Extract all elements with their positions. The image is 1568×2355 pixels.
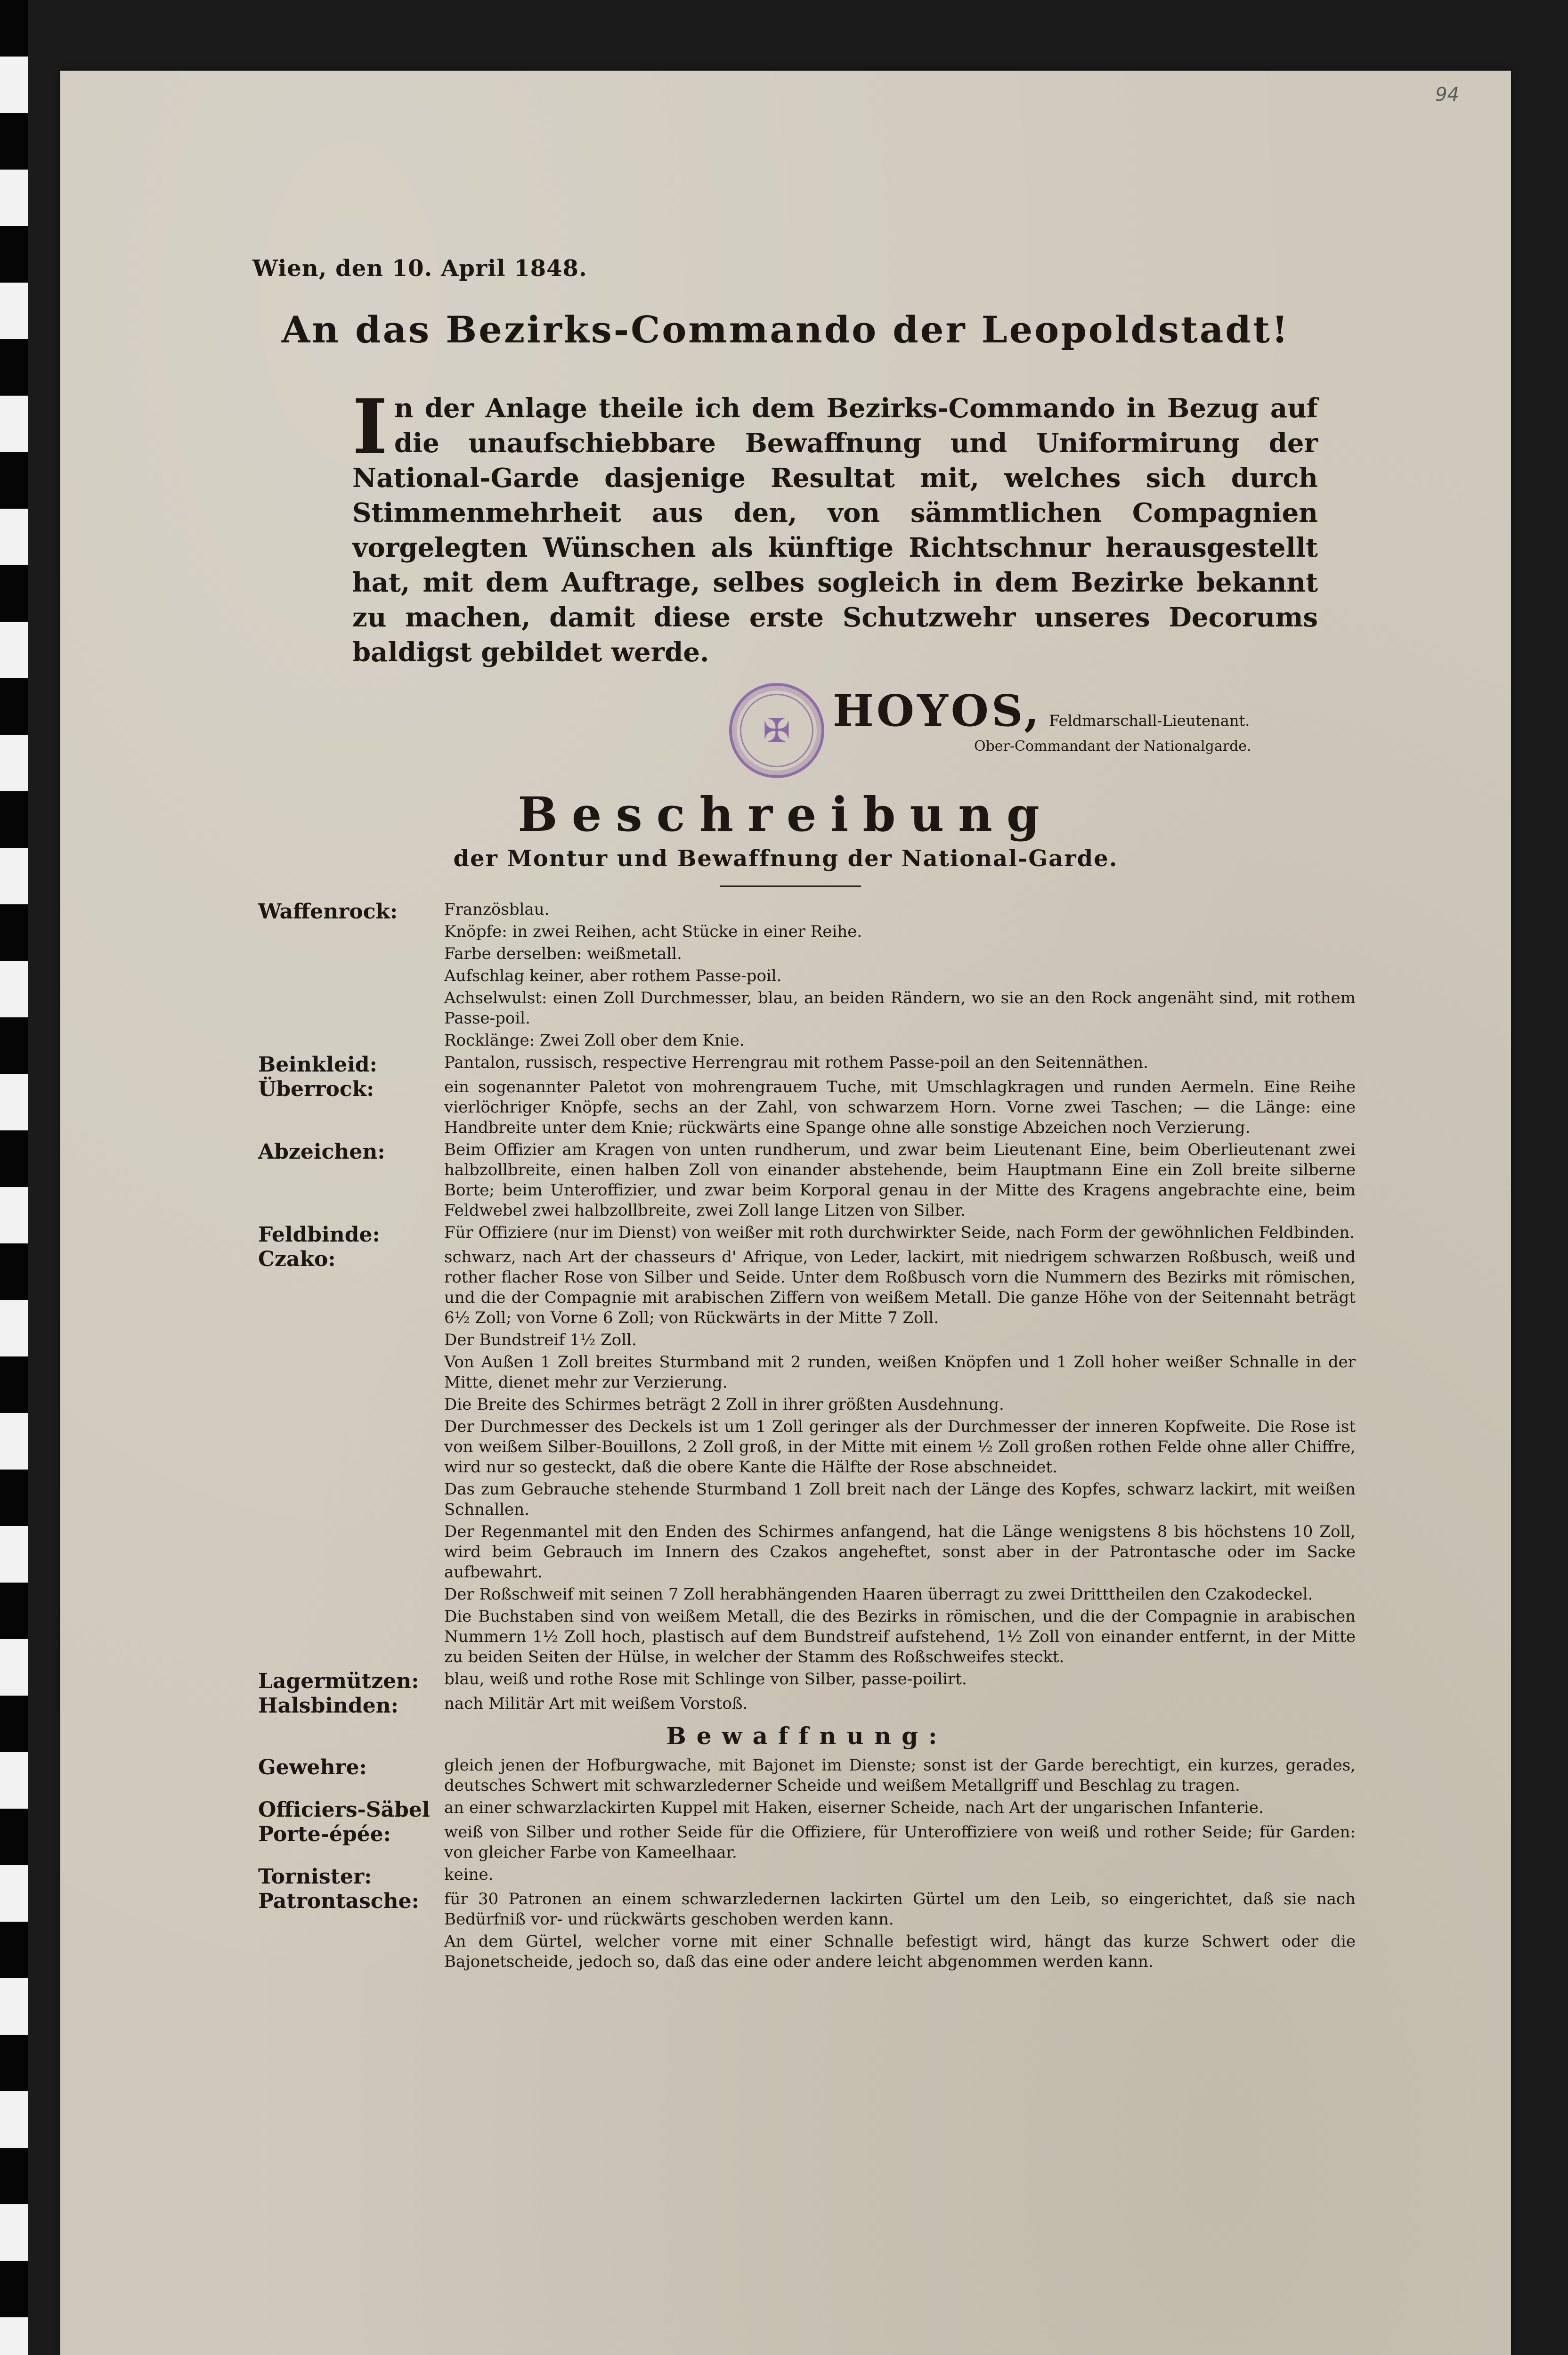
spec-line: ein sogenannter Paletot von mohrengrauem Tuche, mit Umschlagkragen und runden Aermeln. Eine Reihe vierlöchriger Knöpfe, sechs an der Zahl, von schwarzem Horn. Vorne zwei Taschen; — die Länge: eine Handbreite unter dem Knie; rückwärts eine Spange ohne alle sonstige Abzeichen noch Verzierung. — [444, 1078, 1356, 1137]
spec-label: Czako: — [258, 1247, 336, 1271]
spec-label: Überrock: — [258, 1077, 374, 1101]
spec-line: Der Roßschweif mit seinen 7 Zoll herabhängenden Haaren überragt zu zwei Dritttheilen den Czakodeckel. — [444, 1585, 1313, 1604]
spec-item — [258, 1755, 1356, 1798]
spec-line: Der Regenmantel mit den Enden des Schirmes anfangend, hat die Länge wenigstens 8 bis höchstens 10 Zoll, wird beim Gebrauch im Innern des Czakos angeheftet, sonst aber in der Patrontasche oder im Sacke aufbewahrt. — [444, 1522, 1356, 1582]
spec-description — [444, 1140, 1356, 1223]
stamp-ring — [740, 694, 813, 767]
spec-item — [258, 1798, 1356, 1822]
spec-item — [258, 1694, 1356, 1718]
spec-line: Die Breite des Schirmes beträgt 2 Zoll in ihrer größten Ausdehnung. — [444, 1395, 1004, 1414]
spec-item — [258, 1889, 1356, 1974]
spec-item — [258, 900, 1356, 1053]
spec-line: Aufschlag keiner, aber rothem Passe-poil. — [444, 966, 782, 985]
decorated-initial: I — [352, 382, 388, 471]
spec-line: Der Bundstreif 1½ Zoll. — [444, 1331, 637, 1349]
description-title: Beschreibung — [518, 787, 1054, 842]
spec-item — [258, 1053, 1356, 1077]
intro-text: n der Anlage theile ich dem Bezirks-Commando in Bezug auf die unaufschiebbare Bewaffnung und Uniformirung der National-Garde dasjenige Resultat mit, welches sich durch Stimmenmehrheit aus den, von sämmtlichen Compagnien vorgelegten Wünschen als künftige Richtschnur herausgestellt hat, mit dem Auftrage, selbes sogleich in dem Bezirke bekannt zu machen, damit diese erste Schutzwehr unseres Decorums baldigst gebildet werde. — [352, 393, 1318, 668]
spec-description — [444, 1223, 1356, 1247]
spec-line: Farbe derselben: weißmetall. — [444, 944, 682, 963]
spec-description — [444, 1889, 1356, 1974]
spec-item — [258, 1669, 1356, 1694]
spec-item — [258, 1077, 1356, 1140]
spec-description — [444, 1798, 1356, 1822]
spec-line: nach Militär Art mit weißem Vorstoß. — [444, 1694, 748, 1713]
spec-label: Waffenrock: — [258, 900, 398, 924]
eagle-icon: ✠ — [763, 711, 791, 750]
spec-label: Feldbinde: — [258, 1223, 380, 1247]
spec-label: Gewehre: — [258, 1755, 367, 1779]
spec-label: Porte-épée: — [258, 1822, 391, 1846]
spec-line: An dem Gürtel, welcher vorne mit einer Schnalle befestigt wird, hängt das kurze Schwert oder die Bajonetscheide, jedoch so, daß das eine oder andere leicht abgenommen werden kann. — [444, 1932, 1356, 1971]
spec-line: für 30 Patronen an einem schwarzledernen lackirten Gürtel um den Leib, so eingerichtet, daß sie nach Bedürfniß vor- und rückwärts geschoben werden kann. — [444, 1890, 1356, 1929]
signature-office: Ober-Commandant der Nationalgarde. — [974, 738, 1251, 755]
spec-line: Für Offiziere (nur im Dienst) von weißer mit roth durchwirkter Seide, nach Form der gewöhnlichen Feldbinden. — [444, 1223, 1355, 1242]
description-subtitle: der Montur und Bewaffnung der National-Garde. — [453, 845, 1118, 872]
signature-name: HOYOS, — [833, 685, 1042, 736]
spec-line: keine. — [444, 1865, 494, 1884]
spec-line: Das zum Gebrauche stehende Sturmband 1 Zoll breit nach der Länge des Kopfes, schwarz lackirt, mit weißen Schnallen. — [444, 1480, 1356, 1519]
spec-line: an einer schwarzlackirten Kuppel mit Haken, eiserner Scheide, nach Art der ungarischen Infanterie. — [444, 1798, 1264, 1817]
spec-description — [444, 1077, 1356, 1140]
spec-description — [444, 900, 1356, 1053]
spec-item — [258, 1247, 1356, 1669]
spec-item — [258, 1223, 1356, 1247]
spec-item — [258, 1140, 1356, 1223]
intro-paragraph — [352, 382, 1318, 670]
spec-line: Von Außen 1 Zoll breites Sturmband mit 2 runden, weißen Knöpfen und 1 Zoll hoher weißer Schnalle in der Mitte, dienet mehr zur Verzierung. — [444, 1353, 1356, 1392]
spec-line: Französblau. — [444, 900, 550, 919]
spec-line: Knöpfe: in zwei Reihen, acht Stücke in einer Reihe. — [444, 922, 862, 941]
spec-description — [444, 1053, 1356, 1077]
spec-line: Pantalon, russisch, respective Herrengrau mit rothem Passe-poil an den Seitennäthen. — [444, 1053, 1148, 1072]
spec-line: Rocklänge: Zwei Zoll ober dem Knie. — [444, 1031, 745, 1050]
spec-label: Tornister: — [258, 1865, 372, 1889]
spec-label: Beinkleid: — [258, 1053, 377, 1077]
specification-list — [258, 900, 1356, 1974]
spec-label: Officiers-Säbel — [258, 1798, 430, 1822]
library-stamp — [729, 683, 824, 778]
bewaffnung-section — [258, 1755, 1356, 1974]
spec-line: weiß von Silber und rother Seide für die Offiziere, für Unteroffiziere von weiß und rother Seide; für Garden: von gleicher Farbe von Kameelhaar. — [444, 1823, 1356, 1862]
spec-line: blau, weiß und rothe Rose mit Schlinge von Silber, passe-poilirt. — [444, 1670, 967, 1689]
signature-rank: Feldmarschall-Lieutenant. — [1049, 712, 1250, 730]
spec-description — [444, 1694, 1356, 1718]
signature-block — [833, 685, 1374, 755]
document-sheet — [60, 71, 1511, 2355]
spec-description — [444, 1755, 1356, 1798]
spec-item — [258, 1822, 1356, 1865]
spec-description — [444, 1247, 1356, 1669]
divider — [720, 885, 861, 887]
spec-line: schwarz, nach Art der chasseurs d' Afrique, von Leder, lackirt, mit niedrigem schwarzen Roßbusch, weiß und rother flacher Rose von Silber und Seide. Unter dem Roßbusch vorn die Nummern des Bezirks mit römischen, und die der Compagnie mit arabischen Ziffern von weißem Metall. Die ganze Höhe von der Seitennaht beträgt 6½ Zoll; von Vorne 6 Zoll; von Rückwärts in der Mitte 7 Zoll. — [444, 1248, 1356, 1327]
spec-label: Patrontasche: — [258, 1889, 419, 1913]
spec-line: Achselwulst: einen Zoll Durchmesser, blau, an beiden Rändern, wo sie an den Rock angenäht sind, mit rothem Passe-poil. — [444, 989, 1356, 1028]
spec-line: gleich jenen der Hofburgwache, mit Bajonet im Dienste; sonst ist der Garde berechtigt, ein kurzes, gerades, deutsches Schwert mit schwarzlederner Scheide und weißem Metallgriff und Beschlag zu tragen. — [444, 1756, 1356, 1795]
spec-item — [258, 1865, 1356, 1889]
spec-line: Beim Offizier am Kragen von unten rundherum, und zwar beim Lieutenant Eine, beim Oberlieutenant zwei halbzollbreite, einen halben Zoll von einander abstehende, beim Hauptmann Eine ein Zoll breite silberne Borte; beim Unteroffizier, und zwar beim Korporal genau in der Mitte des Kragens angebrachte eine, beim Feldwebel zwei halbzollbreite, zwei Zoll lange Litzen von Silber. — [444, 1140, 1356, 1220]
montur-section — [258, 900, 1356, 1718]
spec-line: Der Durchmesser des Deckels ist um 1 Zoll geringer als der Durchmesser der inneren Kopfweite. Die Rose ist von weißem Silber-Bouillons, 2 Zoll groß, in der Mitte mit einem ½ Zoll großen rothen Felde ohne aller Chiffre, wird nur so gesteckt, daß die obere Kante die Hälfte der Rose abschneidet. — [444, 1417, 1356, 1477]
page-number: 94 — [1435, 84, 1459, 106]
spec-description — [444, 1822, 1356, 1865]
scan-scale-left — [0, 0, 28, 2355]
spec-description — [444, 1865, 1356, 1889]
spec-label: Lagermützen: — [258, 1669, 419, 1693]
address-heading: An das Bezirks-Commando der Leopoldstadt! — [281, 309, 1290, 351]
spec-description — [444, 1669, 1356, 1694]
bewaffnung-heading: Bewaffnung: — [666, 1722, 948, 1750]
spec-label: Halsbinden: — [258, 1694, 399, 1718]
spec-line: Die Buchstaben sind von weißem Metall, die des Bezirks in römischen, und die der Compagnie in arabischen Nummern 1½ Zoll hoch, plastisch auf dem Bundstreif aufstehend, 1½ Zoll von einander entfernt, in der Mitte zu beiden Seiten der Hülse, in welcher der Stamm des Roßschweifes steckt. — [444, 1607, 1356, 1666]
date-line: Wien, den 10. April 1848. — [252, 255, 587, 282]
spec-label: Abzeichen: — [258, 1140, 385, 1164]
